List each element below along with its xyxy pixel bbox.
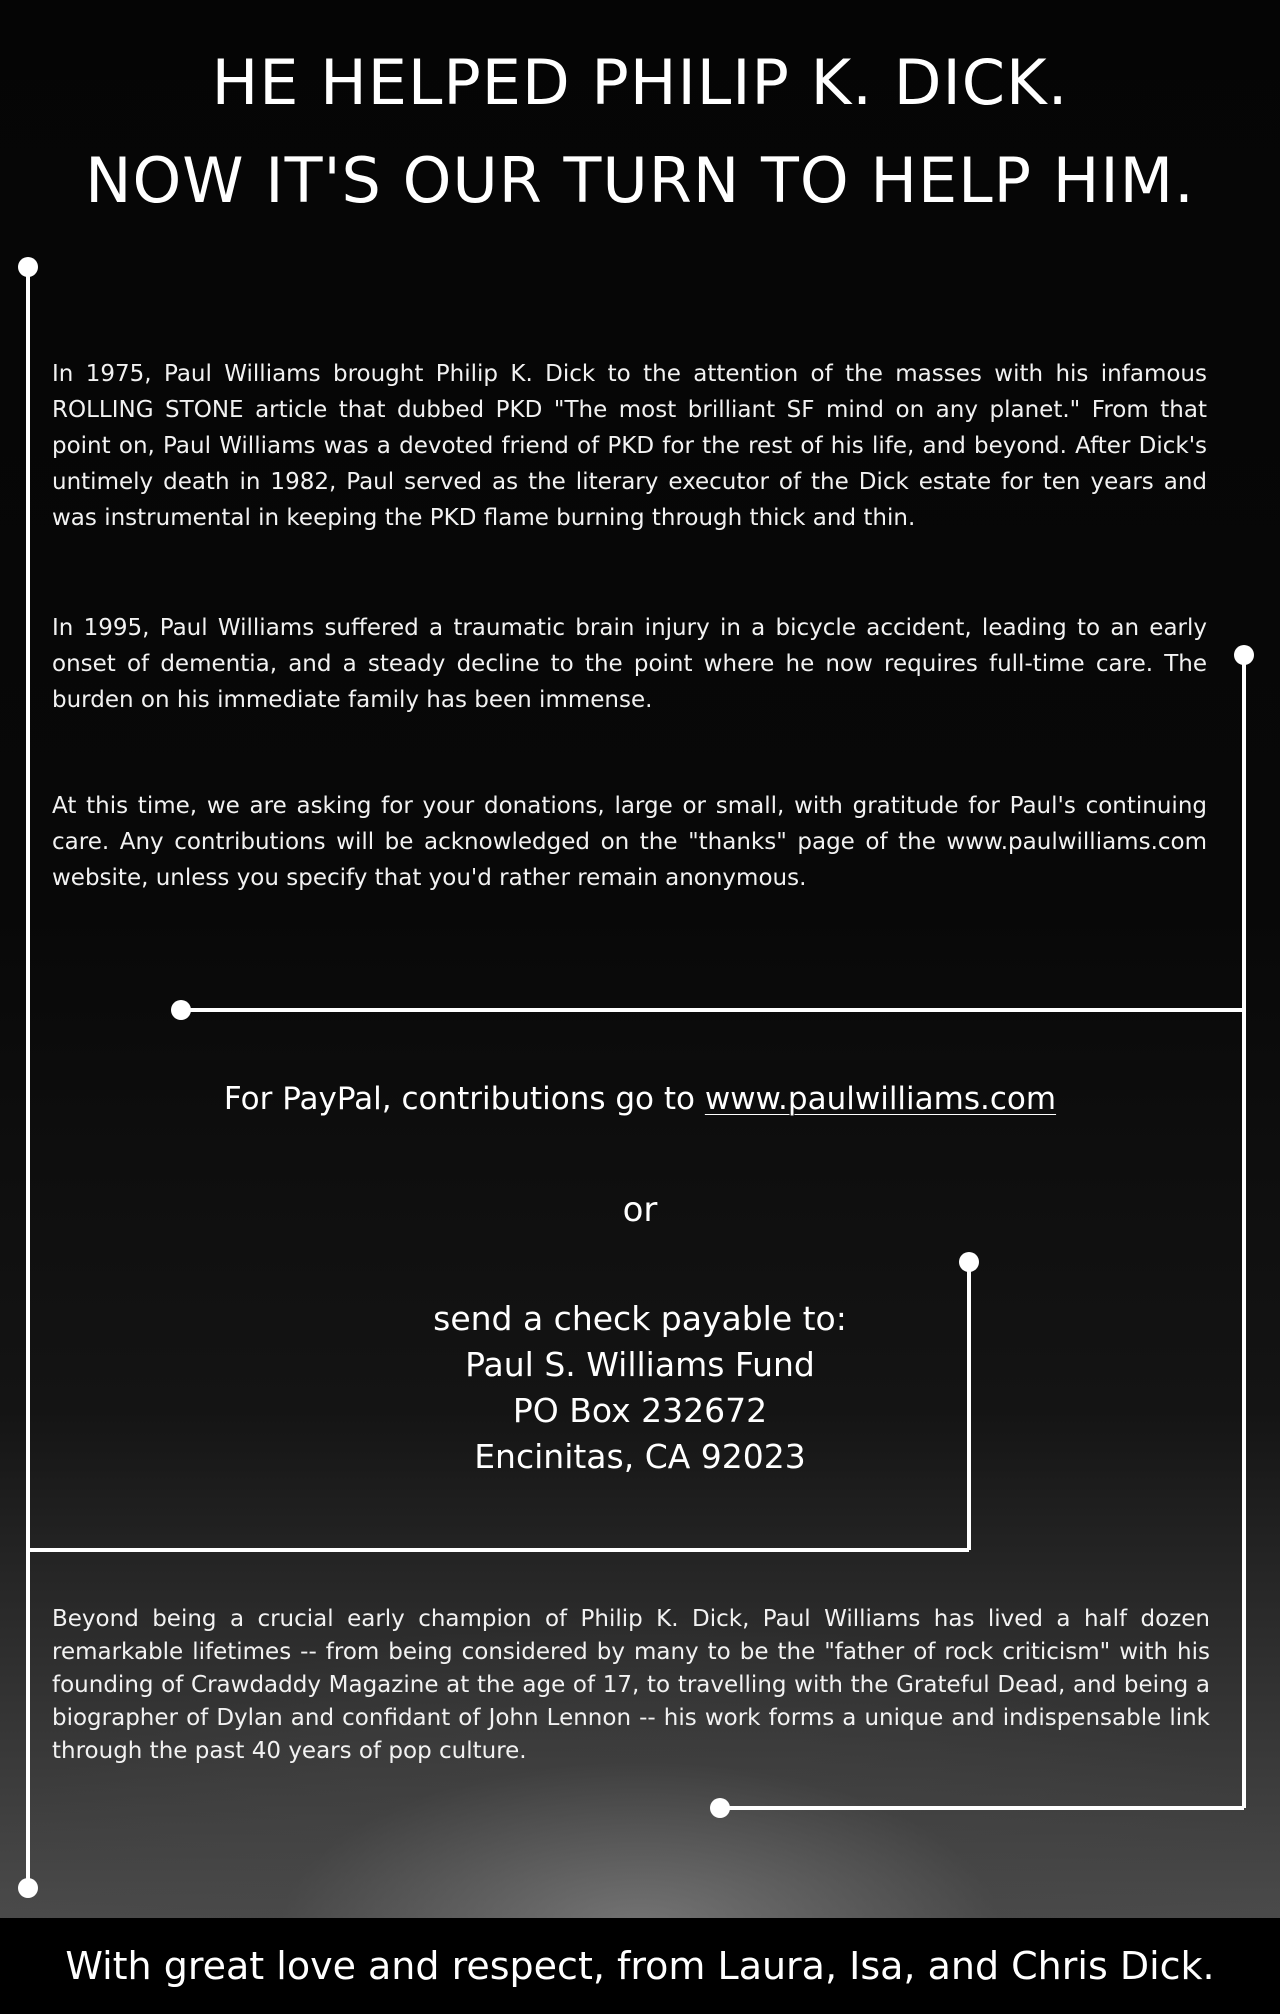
headline-line-2: NOW IT'S OUR TURN TO HELP HIM. [85,144,1195,217]
node-dot [1234,645,1254,665]
paragraph-donations: At this time, we are asking for your donations, large or small, with gratitude for Paul's continuing care. Any contributions will be acknowledged on the "thanks" page of the www.paulwilliams.com website, unless you specify that you'd rather remain anonymous. [52,793,1207,891]
paragraph-injury: In 1995, Paul Williams suffered a traumatic brain injury in a bicycle accident, leading to an early onset of dementia, and a steady decline to the point where he now requires full-time care. The burden on his immediate family has been immense. [52,615,1207,713]
footer-signature: With great love and respect, from Laura, Isa, and Chris Dick. [65,1944,1215,1988]
paragraph-history: In 1975, Paul Williams brought Philip K. Dick to the attention of the masses with his infamous ROLLING STONE article that dubbed PKD "The most brilliant SF mind on any planet." From that point on, Paul Williams was a devoted friend of PKD for the rest of his life, and beyond. After Dick's untimely death in 1982, Paul served as the literary executor of the Dick estate for ten years and was instrumental in keeping the PKD flame burning through thick and thin. [52,361,1207,531]
paragraph-biography: Beyond being a crucial early champion of Philip K. Dick, Paul Williams has lived a half dozen remarkable lifetimes -- from being considered by many to be the "father of rock criticism" with his founding of Crawdaddy Magazine at the age of 17, to travelling with the Grateful Dead, and being a biographer of Dylan and confidant of John Lennon -- his work forms a unique and indispensable link through the past 40 years of pop culture. [52,1606,1210,1764]
node-dot [18,257,38,277]
node-dot [710,1798,730,1818]
paypal-link[interactable]: www.paulwilliams.com [704,1081,1057,1117]
headline-line-1: HE HELPED PHILIP K. DICK. [211,46,1069,119]
or-separator: or [622,1190,658,1230]
check-city: Encinitas, CA 92023 [474,1437,806,1476]
paypal-prefix: For PayPal, contributions go to [223,1081,705,1117]
check-payee: Paul S. Williams Fund [465,1345,815,1384]
node-dot [18,1878,38,1898]
node-dot [959,1252,979,1272]
check-po-box: PO Box 232672 [512,1391,768,1430]
check-instruction: send a check payable to: [433,1299,847,1338]
paypal-line [0,1081,1280,1117]
node-dot [171,1000,191,1020]
footer-bar [0,1918,1280,2014]
